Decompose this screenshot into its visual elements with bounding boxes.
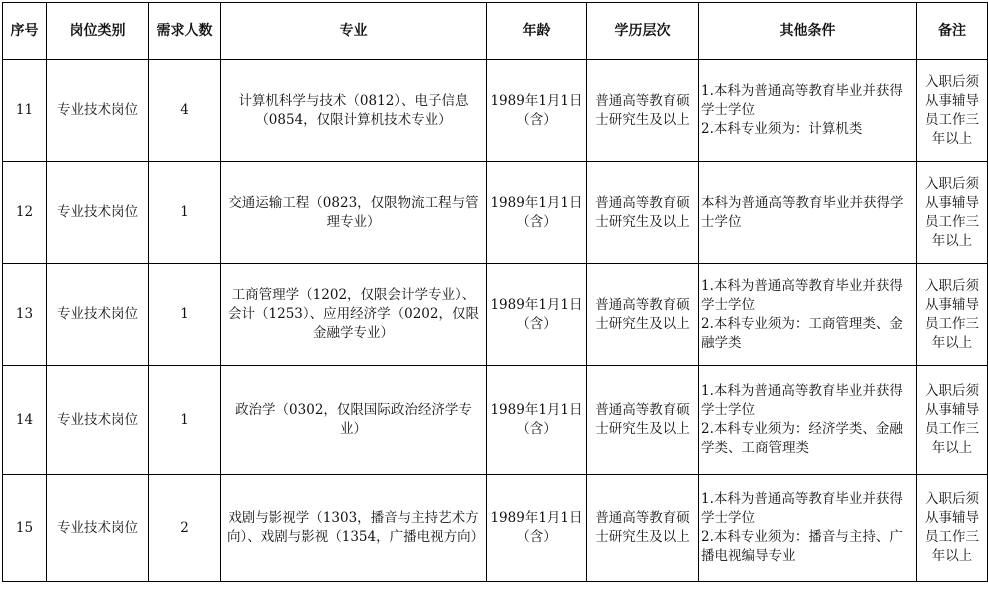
cell-count: 1	[149, 366, 221, 475]
header-remarks: 备注	[917, 3, 988, 60]
cell-age: 1989年1月1日（含）	[487, 162, 587, 264]
header-age: 年龄	[487, 3, 587, 60]
header-row	[3, 3, 988, 60]
cell-education: 普通高等教育硕士研究生及以上	[587, 60, 699, 162]
cell-seq: 13	[3, 264, 47, 366]
cell-category: 专业技术岗位	[47, 60, 149, 162]
condition-line: 2.本科专业须为：播音与主持、广播电视编导专业	[701, 529, 903, 564]
table-row	[3, 162, 988, 264]
cell-count: 1	[149, 162, 221, 264]
cell-major: 戏剧与影视学（1303，播音与主持艺术方向）、戏剧与影视（1354，广播电视方向）	[221, 475, 487, 582]
cell-major: 计算机科学与技术（0812）、电子信息（0854，仅限计算机技术专业）	[221, 60, 487, 162]
cell-age: 1989年1月1日（含）	[487, 475, 587, 582]
cell-count: 4	[149, 60, 221, 162]
header-category: 岗位类别	[47, 3, 149, 60]
cell-age: 1989年1月1日（含）	[487, 264, 587, 366]
condition-line: 本科为普通高等教育毕业并获得学士学位	[701, 194, 904, 230]
cell-count: 1	[149, 264, 221, 366]
cell-major: 工商管理学（1202，仅限会计学专业）、会计（1253）、应用经济学（0202，仅限金融学专业）	[221, 264, 487, 366]
cell-conditions	[699, 475, 917, 582]
cell-conditions	[699, 60, 917, 162]
cell-age: 1989年1月1日（含）	[487, 366, 587, 475]
cell-remarks: 入职后须从事辅导员工作三年以上	[917, 366, 988, 475]
cell-category: 专业技术岗位	[47, 264, 149, 366]
cell-conditions	[699, 162, 917, 264]
cell-age: 1989年1月1日（含）	[487, 60, 587, 162]
cell-count: 2	[149, 475, 221, 582]
recruitment-table	[2, 2, 988, 582]
cell-seq: 12	[3, 162, 47, 264]
cell-education: 普通高等教育硕士研究生及以上	[587, 366, 699, 475]
condition-line: 2.本科专业须为：经济学类、金融学类、工商管理类	[701, 421, 903, 456]
header-major: 专业	[221, 3, 487, 60]
condition-line: 1.本科为普通高等教育毕业并获得学士学位	[701, 491, 903, 526]
cell-education: 普通高等教育硕士研究生及以上	[587, 162, 699, 264]
table-row	[3, 475, 988, 582]
cell-major: 交通运输工程（0823，仅限物流工程与管理专业）	[221, 162, 487, 264]
cell-category: 专业技术岗位	[47, 475, 149, 582]
cell-category: 专业技术岗位	[47, 366, 149, 475]
header-conditions: 其他条件	[699, 3, 917, 60]
header-seq: 序号	[3, 3, 47, 60]
cell-education: 普通高等教育硕士研究生及以上	[587, 264, 699, 366]
cell-education: 普通高等教育硕士研究生及以上	[587, 475, 699, 582]
cell-remarks: 入职后须从事辅导员工作三年以上	[917, 475, 988, 582]
cell-remarks: 入职后须从事辅导员工作三年以上	[917, 60, 988, 162]
table-row	[3, 264, 988, 366]
cell-remarks: 入职后须从事辅导员工作三年以上	[917, 264, 988, 366]
cell-conditions	[699, 366, 917, 475]
cell-seq: 15	[3, 475, 47, 582]
cell-seq: 14	[3, 366, 47, 475]
condition-line: 2.本科专业须为：计算机类	[701, 121, 863, 137]
condition-line: 1.本科为普通高等教育毕业并获得学士学位	[701, 83, 903, 118]
condition-line: 1.本科为普通高等教育毕业并获得学士学位	[701, 383, 903, 418]
cell-category: 专业技术岗位	[47, 162, 149, 264]
table-row	[3, 60, 988, 162]
cell-seq: 11	[3, 60, 47, 162]
header-count: 需求人数	[149, 3, 221, 60]
header-education: 学历层次	[587, 3, 699, 60]
cell-remarks: 入职后须从事辅导员工作三年以上	[917, 162, 988, 264]
condition-line: 2.本科专业须为：工商管理类、金融学类	[701, 315, 903, 351]
cell-conditions	[699, 264, 917, 366]
condition-line: 1.本科为普通高等教育毕业并获得学士学位	[701, 277, 903, 313]
table-row	[3, 366, 988, 475]
cell-major: 政治学（0302，仅限国际政治经济学专业）	[221, 366, 487, 475]
